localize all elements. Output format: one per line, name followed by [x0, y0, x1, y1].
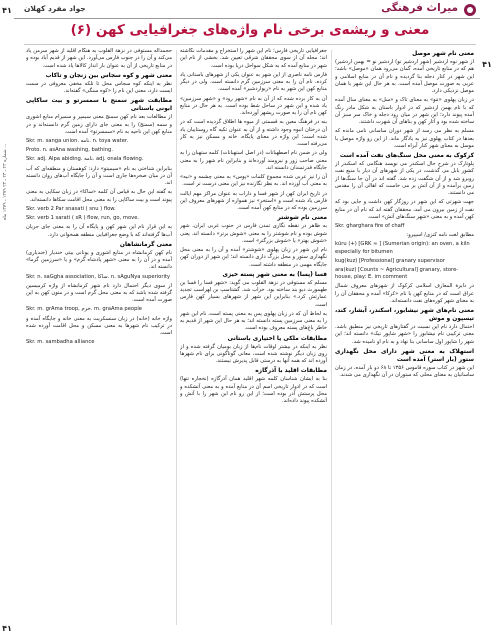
body-paragraph: به گفته این حال به قیاس آن کلمه «ساکا» در زبان سکایی به معنی پیوند است و بیت ساکاپی را به معنی محل اقامت سکاها دانسته‌اند.	[26, 189, 172, 203]
title-divider	[24, 44, 476, 45]
section-heading: معنی شهر و کوه سجاس بین زنجان و تاکاب	[45, 72, 172, 79]
body-paragraph: این شهر در کتاب سوره قاموس ۱۳۵۶ تا ۶۸ دو بار آمده، در زمان ساسانیان به معنای محلی که ستوران در آن نگهداری می شدند.	[335, 364, 474, 379]
section-heading: استهلاک به معنی شهر دارای محل نگهداری ستور (بار استر) آمده است	[335, 348, 474, 363]
page-number-top-left: ۴۱	[2, 6, 12, 15]
body-paragraph: احتمال دارد نام این نسبت در گفتارهای تاریخی نیز منطبق باشد. معنی ترکیبی نام نیشابور را «شهر شاپور نیک» دانسته اند؛ این شهر را شاپور اول ساسانی بنا نهاد و به نام او نامیده شد.	[335, 324, 474, 345]
etymology-entry: Skr. m. grAma troop, خرم. m. graAma people	[26, 306, 143, 313]
etymology-entry: Skr. ghargharа fire of chaff	[335, 223, 405, 229]
body-paragraph: به ظاهر در نقطه نگاری تمدن فارس در جنوب غربی ایران، شهر شوش بوده و نام شوشتر را به معنی «شوش برتر» دانسته اند. یعنی «شوش بهتر» یا «شوش بزرگتر» است.	[180, 223, 327, 244]
body-paragraph: واژه خانه (خانه) در زبان سنسکریت به معنی خانه و جایگاه آمده و در ترکیب نام شهرها به معنی مسکن و محل اقامت آورده شده است.	[26, 315, 172, 337]
etymology-entry: kūru (+) [GRK ≈ ] (Sumerian origin): an oven, a kiln especially for bitumen	[335, 241, 470, 255]
body-paragraph: به این قرار نام این شهر کهن و پایگاه آن را به معنی جای جریان آب‌ها گرفته‌اند که با وضع جغرافیایی منطقه همخوانی دارد.	[26, 224, 172, 238]
body-paragraph: بنه در فرهنگ معین به قسمتی از میوه ها اطلاق گردیده است که در آن درختان انبوه وجود داشته و از آن به عنوان تکیه گاه روستاییان یاد شده است؛ این واژه در معنای پایگاه، خانه و مسکن نیز به کار می‌رفته است.	[180, 119, 327, 147]
body-paragraph: در زبان پهلوی «مَو» به معنای تاک و «سل» به معنای سال آمده که با نام بهمن اردشیر که در ادوار باستان به شکل مادر رنگ آمده پیوند دارد؛ این شهر در میان رود دجله و خاک سر سبز آن ساخته شده بود و آثار کهن و بناهای آن شهرت داشتند.	[335, 97, 474, 125]
etymology-entry: Skr. verb 1 sarati ( sR ) flow, run, go, move.	[26, 215, 140, 222]
etymology-entry: Proto. n. asAna washing, bathing.	[26, 147, 113, 154]
page-number-bottom-left: ۴۱	[2, 624, 12, 633]
body-paragraph: حجمداله مستوفی در نزهة القلوب به هنگام اقلید از شهر سرمن یاد می‌کند و آن را در جنوب فارس می‌آورد. این شهر از قدیم آباد بوده و در منابع تاریخی از آن به عنوان بار انداز کالاها یاد شده است.	[26, 48, 172, 69]
section-heading: مطابقات اقلید با آذرگازه	[255, 368, 327, 375]
etymology-entry: Skr. n. saGgha association, ساکا. n. sAguNya superiority	[26, 273, 171, 280]
etymology-entry: Skr. m. sambadha alliance	[26, 339, 95, 346]
column-divider	[331, 50, 332, 625]
body-paragraph: آن را نیز عربی شده مجموع کلمات «پوس» به معنی چشمه و «نیه» به معنی آب آورده اند. به نظر نگارنده نیز این معنی درست تر است.	[180, 174, 327, 188]
right-margin	[480, 0, 494, 640]
body-paragraph: نظر به اینکه کوه سجاس محل تا تلکه مخفی معروفی در سمت ایست دارد، معنی این نام را «کوه سنگی» گفته‌اند.	[26, 80, 172, 94]
body-paragraph: از مطالعات بعد نام کهن سمنج معنی سیمپر و سمیرام منابع اشوری و سمه (سمنج) را به معنی جای دارای زمین گرم دانسته‌اند و در منابع کهن این ناحیه به نام «سمسرتو» آمده است.	[26, 114, 172, 135]
body-paragraph: در تاریخ ایران کهن از شهر فسا و داراب به عنوان مراکز مهم ایالت فارس یاد شده است و «استخر» نیز همواره از شهرهای معروف این سرزمین بوده که در منابع کهن آمده است.	[180, 190, 327, 211]
section-heading: معنی نام‌های شهر نیشابور، اسکندر، آبشار، کند، تیسپون و موش	[335, 308, 474, 323]
body-paragraph: پلوتارک در شرح حال اسکندر می نویسد هنگامی که اسکندر از کشور بابل می گذشت، در یکی از شهرهای آن دیار با منبع نفت روبرو شد و از آن شگفت زده شد. گفته اند در آن جا سنگ‌ها از زمین برآمده و از آن آتش بر می خاست که اهالی آن را مقدس می دانستند.	[335, 161, 474, 196]
column-right	[335, 48, 474, 628]
body-paragraph: آن به کار برده شده که از آن به نام «شهر رود» و «شهر سرزمین» یاد شده و این شهر در ساحل شط بوده است. به هر حال در منابع کهن نام آن را به صورت ریشهر آورده‌اند.	[180, 95, 327, 116]
section-heading: فسا (پسا) به معنی شهر پسته خیزی	[222, 271, 327, 278]
body-paragraph: نام این شهر در زبان پهلوی «شوشتر» آمده و آن را به معنی محل نگهداری ستور و محل بزرگ داری دانسته اند؛ این شهر از دوران کهن جایگاه مهمی در منطقه داشته است.	[180, 247, 327, 268]
body-paragraph: از سوی دیگر احتمال دارد نام شهر کرمانشاه از واژه کرمیسین گرفته شده باشد که به معنی محل گرم است و در متون کهن به این صورت آمده است.	[26, 282, 172, 304]
etymology-entry: kug(kuz) [Professional] granary supervisor	[335, 257, 445, 264]
body-paragraph: نام کهن کرمانشاه در منابع اشوری و یونانی بیتی خندیار (خندیاری) آمده و در آن را به معنی «شهر پادشاه گرم» و یا «سرزمین گرما» دانسته اند.	[26, 249, 172, 271]
section-heading: معنی نام شهر موصل	[412, 51, 474, 57]
body-paragraph: مسلم که مستوفی در نزهة القلوب می گوید: «شهر فسا را فسا بن طهمورث دیو بند ساخته بود. خراب شد. گشتاسپ بن لهراسب تجدید عمارتش کرد.» بنابراین این شهر از شهرهای بسیار کهن فارس است.	[180, 279, 327, 308]
article-title: معنی و ریشه‌ی برخی نام واژه‌های جغرافیایی کهن (۶)	[70, 22, 430, 38]
body-paragraph: ولی در ضمن نام اصطهبانات (در اصل استهبانات) کلمه ستهبان را به معنی صاحب زور و نیرومند آورده‌اند و بنابراین نام شهر را به معنی جایگاه قدرتمندان دانسته اند.	[180, 150, 327, 171]
author-name: جواد مفرد کهلان	[24, 4, 86, 13]
etymology-entry: Skr. verb 2 Par snasati ( snu ) flow.	[26, 205, 116, 212]
body-paragraph: به لحاظ آن که در زبان پهلوی پس به معنی پسته است، نام این شهر را به معنی سرزمین پسته دانسته اند؛ به هر حال این شهر از قدیم به خاطر باغ‌های پسته معروف بوده است.	[180, 310, 327, 332]
section-heading: مطابقات ملکی یا اختیاری باستانی	[227, 335, 327, 342]
section-heading: مطابقت شهر سمنج با سمسرتو و بیت ساکاپی ابونی باستانی	[26, 98, 172, 113]
issue-info-vertical-text: شماره ۲۳ ـ ۲۳ ـ ۲۳ ۱۳۷۹ ـ ۱۳۷۹ ماه ...	[3, 143, 8, 220]
body-paragraph: جغرافیایی تاریخی فارس؛ نام این شهر را استخراج و مقدمات نگاشته اند؛ محله آن از سوی محققان شرقی تعیین شد. بخشی از نام این شهر در منابع آمده که به شکل سواحل دریا بوده است.	[180, 48, 327, 69]
section-logo-icon	[464, 4, 476, 16]
etymology-entry: Skr. m. sanga union. نامه. n. toya water.	[26, 138, 129, 144]
etymology-entry: ara(kuz) [Counts ~ Agricultural] granary, store-house, play: E. im comment	[335, 267, 459, 281]
body-paragraph: فارس نامه ناصری از این شهر به عنوان یکی از شهرهای باستانی یاد کرده، نام آن را به معنی سرزمین گرم دانسته است. ولی در دیگر منابع کهن این شهر به نام «ریواردشیر» آمده است.	[180, 71, 327, 93]
body-paragraph: جهت شهرتی که این شهر در روزگار کهن داشت و جایی بود که نفت از زمین بیرون می آمد، محققان گفته اند که نام آن در منابع کهن آمده و به معنی «شهر سنگ‌های آتش» است.	[335, 199, 474, 220]
column-left	[26, 48, 172, 628]
section-title: میراث فرهنگی	[381, 2, 458, 14]
page-header	[14, 2, 480, 19]
body-paragraph: مطابق لغت نامه کنزی/ اسپیرو:	[406, 232, 474, 239]
section-heading: کرکوک به معنی محل سنگ‌های نفت آمده است	[339, 153, 474, 159]
section-heading: معنی گرمانشاهان	[119, 241, 172, 248]
body-paragraph: نظر به اینکه در بیشتر اوقات نام‌ها از زبان بومیان گرفته شده و از روی زبان دیگر نوشته شده است، معانی گوناگونی برای نام شهرها آورده اند که همه آنها به درستی قابل پذیرش نیستند.	[180, 343, 327, 364]
column-middle	[180, 48, 327, 628]
page-number-right: ۴۱	[482, 60, 492, 69]
section-heading: معنی نام شوشتر	[277, 215, 327, 222]
body-paragraph: بنابراین شناختی به نام «سیمیتو» دارد: کوهستان و منطقه‌ای که آب آن در میان صخره‌ها جاری است و آن را جایگاه آب‌های روان دانسته اند.	[26, 165, 172, 187]
body-paragraph: از شهر نوه اردشیر (شهر اردشیر نو) اردشیر نو = بهمن اردشیر) هم که در منابع تاریخی آمده، گمان می‌رود همان «موصل» باشد؛ این شهر در کنار دجله بنا گردیده و نام آن در منابع اسلامی و عربی به صورت موصل آمده است. به هر حال این شهر با همان موصل نزدیکی دارد.	[335, 59, 474, 94]
body-paragraph: در دایرة المعارف اسلامی کرکوک از شهرهای معروف شمال عراق است که در منابع کهن با نام «کرکا» آمده و محققان آن را به معنای شهر کوره‌های نفت دانسته‌اند.	[335, 283, 474, 304]
column-divider	[176, 50, 177, 625]
body-paragraph: مسلم به نظر می رسد از شهر دوران ساسانی نامی مانده که بعدها در کتاب پهلوی نیز به یادگار ماند. از این رو واژه موصل یا موسل به معنای شهر کنار آبراه است.	[335, 128, 474, 149]
body-paragraph: بنا به ایشان شناسان کلمه شهر اقلید همان آذرگازه (نخجاره تنها) است که در ادوار تاریخی اسم آن در منابع آمده و به معنی آتشکده و محل پرستش آذر بوده است؛ از این رو نام این شهر را با آتش و آتشکده پیوند داده‌اند.	[180, 376, 327, 404]
left-margin	[0, 0, 14, 640]
etymology-entry: Skr. adj. Alpa abiding. نامه. adj. onala flowing.	[26, 156, 144, 163]
